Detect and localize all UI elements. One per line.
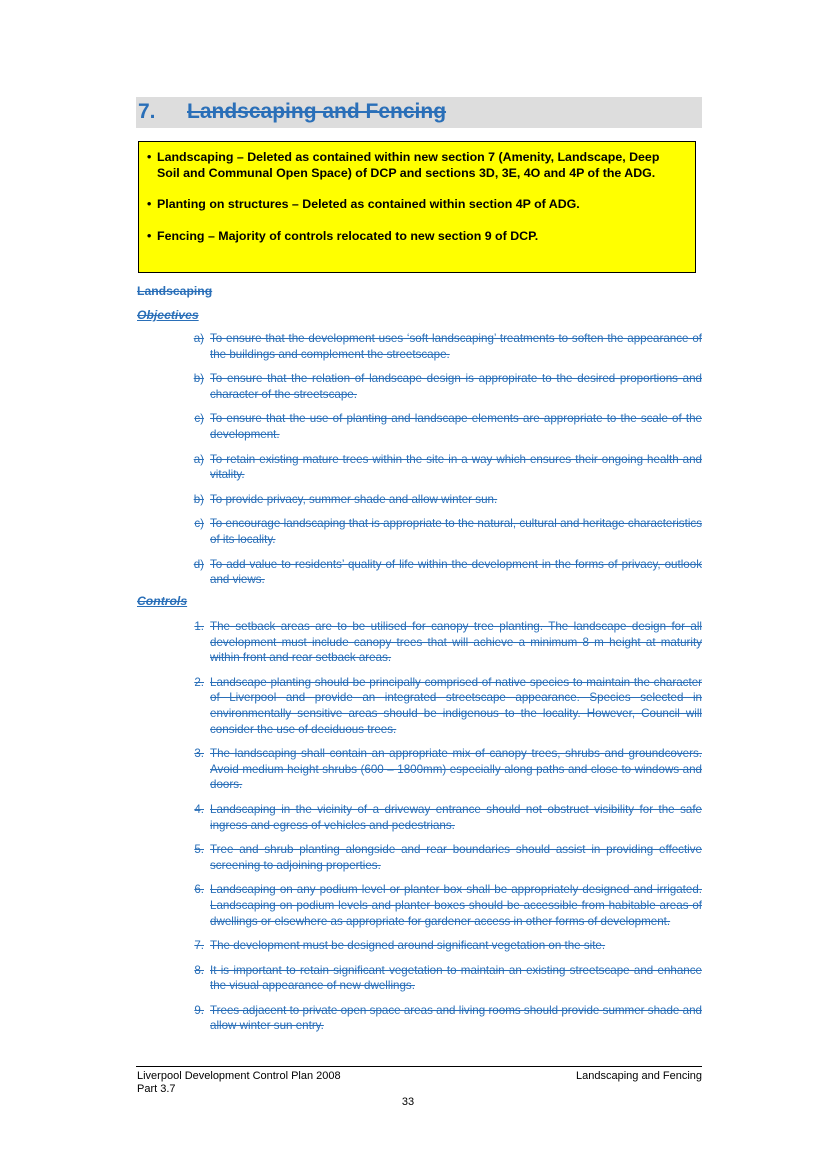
list-item — [172, 882, 702, 929]
list-item-text: Landscaping on any podium level or planter box shall be appropriately designed and irrigated. Landscaping on podium levels and planter boxes should be accessible from habitable areas of dwellings or elsewhere as appropriate for gardener access in other forms of development. — [210, 883, 702, 928]
list-item — [172, 802, 702, 833]
list-marker: b) — [193, 372, 204, 386]
list-marker: 8. — [194, 963, 204, 977]
list-marker: 1. — [194, 620, 204, 633]
list-marker: 6. — [194, 883, 204, 897]
list-marker: a) — [193, 452, 204, 466]
footer-divider — [136, 1066, 702, 1067]
list-item-text: Landscape planting should be principally comprised of native species to maintain the character of Liverpool and provide an integrated streetscape appearance. Species selected in environmentally sensitive areas should be indigenous to the locality. However, Council will consider the use of deciduous trees. — [210, 675, 702, 736]
notice-list — [147, 150, 685, 244]
list-item — [172, 963, 702, 994]
notice-item-text: Planting on structures – Deleted as contained within section 4P of ADG. — [157, 197, 580, 211]
list-item — [172, 938, 702, 954]
list-marker: 3. — [194, 747, 204, 761]
footer-part: Part 3.7 — [137, 1083, 176, 1095]
list-item — [172, 619, 702, 666]
list-item-text: To ensure that the relation of landscape design is appropirate to the desired proportions and character of the streetscape. — [210, 372, 702, 401]
list-item-text: The setback areas are to be utilised for canopy tree planting. The landscape design for all development must include canopy trees that will achieve a minimum 8 m height at maturity within front and rear setback areas. — [210, 620, 702, 665]
list-marker: 2. — [194, 675, 204, 689]
list-item — [172, 452, 702, 483]
list-item — [172, 411, 702, 442]
section-number: 7. — [138, 100, 156, 123]
landscaping-heading: Landscaping — [137, 284, 213, 298]
controls-heading: Controls — [137, 594, 188, 608]
list-item — [172, 675, 702, 737]
notice-item-text: Fencing – Majority of controls relocated to new section 9 of DCP. — [157, 228, 539, 243]
list-item-text: To ensure that the development uses ‘soft landscaping’ treatments to soften the appearance of the buildings and complement the streetscape. — [210, 332, 702, 361]
list-marker: d) — [193, 557, 204, 571]
list-marker: 7. — [194, 939, 204, 953]
list-item — [172, 557, 702, 588]
list-marker: c) — [194, 517, 204, 531]
list-item-text: To add value to residents’ quality of life within the development in the forms of privacy, outlook and views. — [210, 557, 702, 587]
list-item — [172, 1003, 702, 1034]
list-marker: 9. — [194, 1003, 204, 1017]
notice-item-text: Landscaping – Deleted as contained within new section 7 (Amenity, Landscape, Deep Soil and Communal Open Space) of DCP and sections 3D, 3E, 4O and 4P of the ADG. — [157, 150, 660, 180]
list-marker: c) — [194, 412, 204, 426]
page-number: 33 — [401, 1096, 415, 1108]
list-marker: b) — [193, 492, 204, 506]
list-marker: a) — [193, 332, 204, 345]
bullet-icon: • — [147, 197, 152, 211]
list-item-text: The development must be designed around significant vegetation on the site. — [210, 939, 606, 953]
list-item — [172, 842, 702, 873]
list-item — [172, 331, 702, 362]
section-title — [138, 100, 446, 124]
bullet-icon: • — [147, 228, 152, 243]
controls-list — [172, 619, 702, 1034]
list-item-text: Landscaping in the vicinity of a driveway entrance should not obstruct visibility for the safe ingress and egress of vehicles and pedestrians. — [210, 802, 702, 832]
list-item-text: To ensure that the use of planting and landscape elements are appropriate to the scale of the development. — [210, 412, 702, 441]
list-item-text: To encourage landscaping that is appropriate to the natural, cultural and heritage characteristics of its locality. — [210, 517, 702, 546]
list-item-text: Trees adjacent to private open space areas and living rooms should provide summer shade and allow winter sun entry. — [210, 1003, 702, 1033]
objectives-list — [172, 331, 702, 588]
section-title-text: Landscaping and Fencing — [187, 100, 447, 123]
notice-item — [147, 150, 685, 181]
list-item — [172, 371, 702, 402]
list-item — [172, 492, 702, 508]
bullet-icon: • — [147, 150, 152, 164]
footer-left — [137, 1070, 341, 1096]
objectives-heading: Objectives — [137, 308, 199, 322]
notice-item — [147, 197, 685, 213]
list-marker: 5. — [194, 843, 204, 857]
footer-document-title: Liverpool Development Control Plan 2008 — [137, 1070, 341, 1082]
list-item — [172, 516, 702, 547]
list-item-text: Tree and shrub planting alongside and rear boundaries should assist in providing effective screening to adjoining properties. — [210, 843, 702, 872]
list-marker: 4. — [194, 802, 204, 816]
list-item-text: The landscaping shall contain an appropriate mix of canopy trees, shrubs and groundcovers. Avoid medium height shrubs (600 – 1800mm) especially along paths and close to windows and doors. — [210, 747, 702, 792]
list-item — [172, 746, 702, 793]
deletion-notice-box — [138, 141, 696, 273]
list-item-text: It is important to retain significant vegetation to maintain an existing streetscape and enhance the visual appearance of new dwellings. — [210, 963, 702, 993]
footer-section-name: Landscaping and Fencing — [576, 1070, 702, 1082]
list-item-text: To retain existing mature trees within the site in a way which ensures their ongoing health and vitality. — [210, 452, 702, 482]
list-item-text: To provide privacy, summer shade and allow winter sun. — [210, 492, 498, 506]
notice-item — [147, 228, 685, 245]
